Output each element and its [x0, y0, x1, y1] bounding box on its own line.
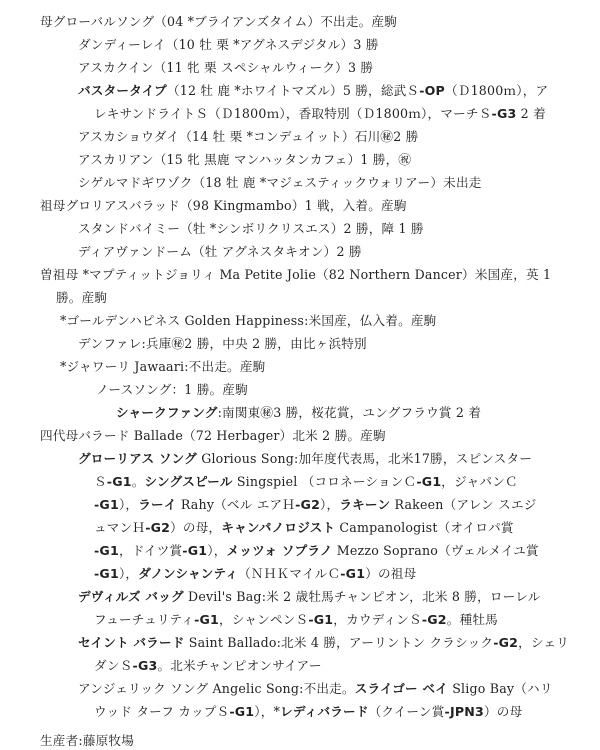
bold-segment: グローリアス ソング — [78, 451, 197, 466]
text-line — [78, 37, 379, 53]
text-segment: Glorious Song:加年度代表馬，北米17勝，スピンスター — [196, 451, 533, 466]
bold-segment: -G1 — [94, 566, 119, 581]
text-segment: *ジャワーリ Jawaari:不出走。産駒 — [60, 359, 266, 374]
text-segment: デンファレ:兵庫㊙2 勝，中央 2 勝，由比ヶ浜特別 — [78, 336, 367, 351]
text-segment: アスカショウダイ（14 牡 栗 *コンデュイット）石川㊙2 勝 — [78, 129, 419, 144]
text-segment: :南関東㊙3 勝，桜花賞，ユングフラウ賞 2 着 — [217, 405, 482, 420]
bold-segment: レディバラード — [280, 704, 369, 719]
text-segment: ダンディーレイ（10 牡 栗 *アグネスデジタル）3 勝 — [78, 37, 379, 52]
text-segment: ，ドイツ賞 — [118, 543, 183, 558]
bold-segment: -G1 — [308, 612, 334, 627]
bold-segment: シャークファング — [116, 405, 218, 420]
text-segment: フューチュリティ — [94, 612, 195, 627]
text-line — [94, 704, 522, 720]
bold-segment: セイント バラード — [78, 635, 185, 650]
text-line — [96, 382, 248, 398]
text-segment: アンジェリック ソング Angelic Song:不出走。 — [78, 681, 355, 696]
bold-segment: -G1 — [94, 543, 119, 558]
text-segment: 生産者:藤原牧場 — [40, 733, 134, 748]
text-segment: ュマンＨ — [94, 520, 146, 535]
text-line — [94, 543, 539, 559]
bold-segment: -JPN3 — [444, 704, 484, 719]
bold-segment: -G2 — [493, 635, 519, 650]
text-segment: 。種牡馬 — [446, 612, 498, 627]
text-segment: （ＮＨＫマイルＣ — [238, 566, 341, 581]
text-line — [78, 681, 553, 697]
text-segment: 勝。産駒 — [56, 290, 108, 305]
text-segment: ノースソング：1 勝。産駒 — [96, 382, 248, 397]
text-segment: 母グローバルソング（04 *ブライアンズタイム）不出走。産駒 — [40, 14, 397, 29]
text-segment: ），* — [254, 704, 281, 719]
text-line — [94, 612, 498, 628]
text-segment: アスカリアン（15 牝 黒鹿 マンハッタンカフェ）1 勝，㊗ — [78, 152, 412, 167]
text-line — [78, 451, 532, 467]
text-segment: ，カウディンＳ — [333, 612, 422, 627]
text-line — [78, 589, 541, 605]
text-line — [40, 733, 134, 749]
text-line — [78, 336, 367, 352]
text-segment: （クイーン賞 — [368, 704, 445, 719]
text-line — [60, 313, 436, 329]
text-segment: 曽祖母 *マプティットジョリィ Ma Petite Jolie（82 Northern Dancer）米国産，英 1 — [40, 267, 552, 282]
text-line — [56, 290, 107, 306]
bold-segment: スライゴー ベイ — [354, 681, 449, 696]
text-segment: 2 着 — [516, 106, 546, 121]
bold-segment: メッツォ ソプラノ — [226, 543, 333, 558]
text-segment: ）の祖母 — [365, 566, 417, 581]
text-segment: Sligo Bay（ハリ — [448, 681, 553, 696]
bold-segment: -G1 — [182, 543, 208, 558]
text-segment: Singspiel （コロネーションＣ — [232, 474, 417, 489]
text-segment: ，シャンペンＳ — [219, 612, 309, 627]
text-line — [94, 520, 514, 536]
text-line — [78, 635, 569, 651]
bold-segment: -G2 — [295, 497, 321, 512]
text-line — [94, 474, 518, 490]
bold-segment: -G1 — [229, 704, 255, 719]
text-segment: ）， — [320, 497, 340, 512]
text-segment: Saint Ballado:北米 4 勝，アーリントン クラシック — [184, 635, 494, 650]
text-line — [94, 497, 537, 513]
text-segment: （12 牡 鹿 *ホワイトマズル）5 勝，総武Ｓ — [166, 83, 420, 98]
text-segment: ，シェリ — [518, 635, 570, 650]
text-segment: 祖母グロリアスバラッド（98 Kingmambo）1 戦，入着。産駒 — [40, 198, 407, 213]
text-segment: ）の母 — [483, 704, 523, 719]
text-line — [78, 221, 424, 237]
text-line — [78, 175, 482, 191]
bold-segment: -G1 — [194, 612, 220, 627]
text-segment: 。北米チャンピオンサイアー — [157, 658, 322, 673]
text-segment: アスカクイン（11 牝 栗 スペシャルウィーク）3 勝 — [78, 60, 374, 75]
text-line — [94, 566, 416, 582]
text-segment: ウッド ターフ カップＳ — [94, 704, 230, 719]
bold-segment: ラーイ — [138, 497, 177, 512]
text-line — [78, 152, 411, 168]
text-line — [78, 83, 548, 99]
text-segment: 四代母バラード Ballade（72 Herbager）北米 2 勝。産駒 — [40, 428, 386, 443]
text-segment: Mezzo Soprano（ヴェルメイユ賞 — [332, 543, 539, 558]
text-segment: Campanologist（オイロパ賞 — [335, 520, 514, 535]
text-segment: シゲルマドギワゾク（18 牡 鹿 *マジェスティックウォリアー）未出走 — [78, 175, 482, 190]
text-line — [78, 244, 362, 260]
bold-segment: バスタータイプ — [78, 83, 167, 98]
bold-segment: -G1 — [416, 474, 442, 489]
bold-segment: ラキーン — [339, 497, 391, 512]
text-segment: ）， — [118, 566, 139, 581]
text-segment: ，ジャパンＣ — [441, 474, 518, 489]
bold-segment: ダノンシャンティ — [138, 566, 239, 581]
text-segment: ディアヴァンドーム（牡 アグネスタキオン）2 勝 — [78, 244, 362, 259]
text-line — [40, 267, 551, 283]
text-line — [94, 658, 322, 674]
text-line — [116, 405, 481, 421]
text-line — [78, 60, 373, 76]
text-segment: *ゴールデンハピネス Golden Happiness:米国産，仏入着。産駒 — [60, 313, 437, 328]
text-segment: Rahy（ベル エアＨ — [176, 497, 296, 512]
text-line — [94, 106, 546, 122]
bold-segment: キャンパノロジスト — [221, 520, 336, 535]
bold-segment: -G2 — [145, 520, 171, 535]
text-segment: Rakeen（アレン スエジ — [390, 497, 537, 512]
text-segment: スタンドバイミー（牡 *シンボリクリスエス）2 勝，障 1 勝 — [78, 221, 424, 236]
bold-segment: シングスピール — [144, 474, 233, 489]
text-line — [40, 198, 407, 214]
bold-segment: -OP — [419, 83, 445, 98]
bold-segment: -G1 — [106, 474, 132, 489]
text-segment: ダンＳ — [94, 658, 133, 673]
bold-segment: -G3 — [491, 106, 517, 121]
text-segment: ）， — [207, 543, 227, 558]
bold-segment: -G1 — [94, 497, 119, 512]
text-line — [78, 129, 418, 145]
bold-segment: -G2 — [421, 612, 447, 627]
text-line — [60, 359, 265, 375]
text-segment: （Ｄ1800ｍ），ア — [444, 83, 549, 98]
text-segment: レキサンドライトＳ（Ｄ1800ｍ），香取特別（Ｄ1800ｍ），マーチＳ — [94, 106, 492, 121]
text-line — [40, 14, 397, 30]
text-segment: Devil's Bag:米 2 歳牡馬チャンピオン，北米 8 勝，ローレル — [183, 589, 541, 604]
bold-segment: -G1 — [340, 566, 366, 581]
text-segment: ）， — [118, 497, 139, 512]
text-line — [40, 428, 386, 444]
text-segment: Ｓ — [94, 474, 107, 489]
bold-segment: デヴィルズ バッグ — [78, 589, 184, 604]
text-segment: ）の母， — [170, 520, 222, 535]
text-segment: 。 — [131, 474, 145, 489]
bold-segment: -G3 — [132, 658, 158, 673]
